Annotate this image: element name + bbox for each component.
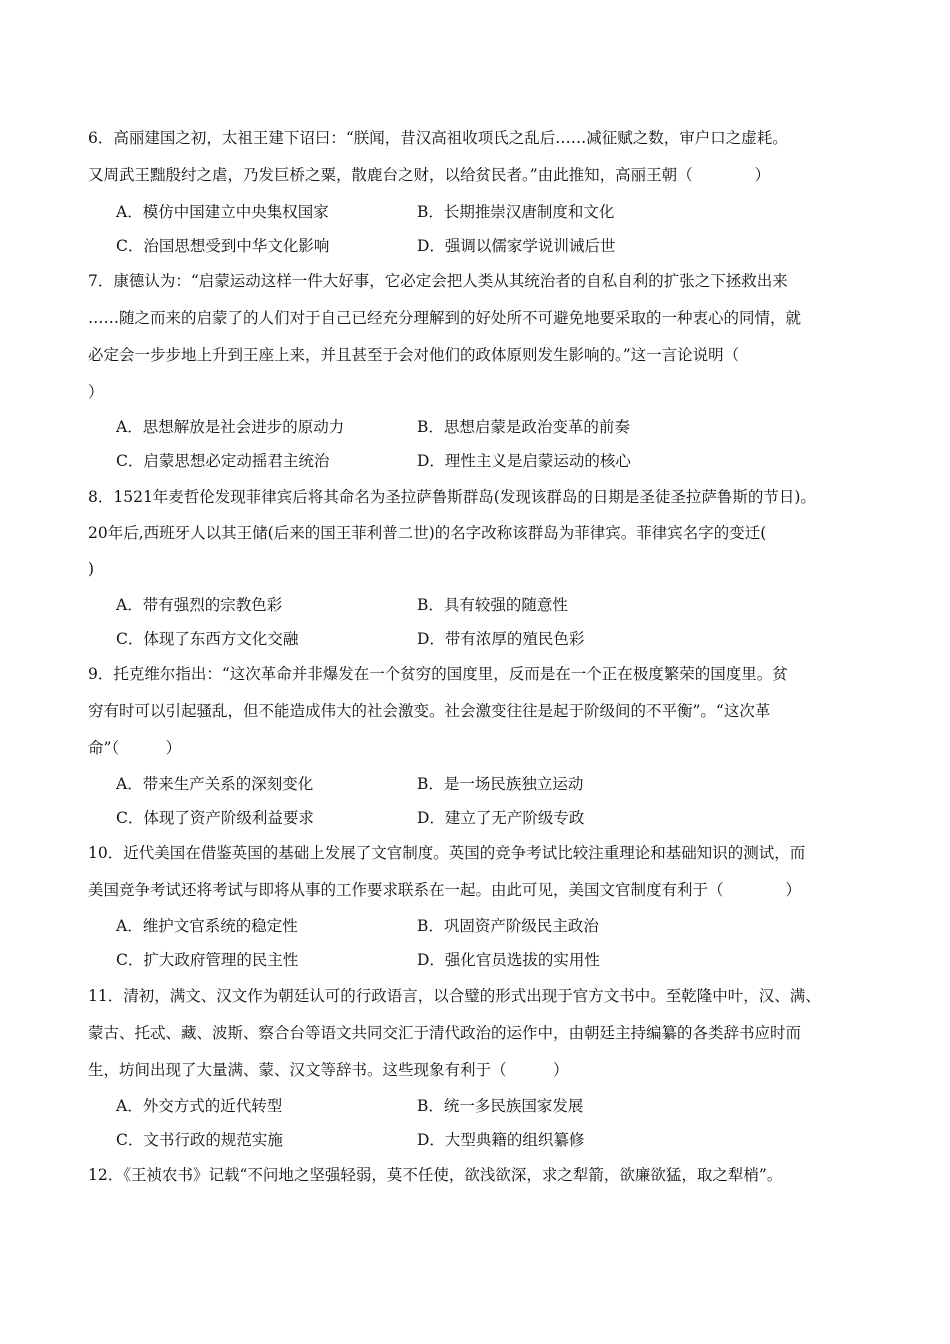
question-9-line-1: 9．托克维尔指出：“这次革命并非爆发在一个贫穷的国度里，反而是在一个正在极度繁荣的国度里。贫 bbox=[88, 665, 788, 683]
question-7-line-4: ） bbox=[88, 383, 104, 401]
question-8-option-d[interactable]: D．带有浓厚的殖民色彩 bbox=[417, 630, 585, 648]
question-6-line-1: 6．高丽建国之初，太祖王建下诏曰：“朕闻，昔汉高祖收项氏之乱后……减征赋之数，审户口之虚耗。 bbox=[88, 129, 788, 147]
question-8-line-3: ) bbox=[88, 560, 95, 578]
question-9-option-c[interactable]: C．体现了资产阶级利益要求 bbox=[116, 809, 314, 827]
question-10-option-a[interactable]: A．维护文官系统的稳定性 bbox=[116, 917, 298, 935]
question-10-line-2: 美国竞争考试还将考试与即将从事的工作要求联系在一起。由此可见，美国文官制度有利于（ ） bbox=[88, 881, 802, 899]
question-11-option-b[interactable]: B．统一多民族国家发展 bbox=[417, 1097, 584, 1115]
question-7-line-2: ……随之而来的启蒙了的人们对于自己已经充分理解到的好处所不可避免地要采取的一种衷心的同情，就 bbox=[88, 309, 802, 327]
question-7-line-1: 7．康德认为：“启蒙运动这样一件大好事，它必定会把人类从其统治者的自私自利的扩张之下拯救出来 bbox=[88, 272, 788, 290]
question-7-option-b[interactable]: B．思想启蒙是政治变革的前奏 bbox=[417, 418, 630, 436]
question-11-line-1: 11．清初，满文、汉文作为朝廷认可的行政语言，以合璧的形式出现于官方文书中。至乾隆中叶，汉、满、 bbox=[88, 987, 821, 1005]
question-6-option-c[interactable]: C．治国思想受到中华文化影响 bbox=[116, 237, 330, 255]
question-6-option-a[interactable]: A．模仿中国建立中央集权国家 bbox=[116, 203, 329, 221]
question-9-line-3: 命”（ ） bbox=[88, 739, 182, 757]
question-10-option-c[interactable]: C．扩大政府管理的民主性 bbox=[116, 951, 299, 969]
question-7-option-c[interactable]: C．启蒙思想必定动摇君主统治 bbox=[116, 452, 330, 470]
question-8-option-a[interactable]: A．带有强烈的宗教色彩 bbox=[116, 596, 283, 614]
question-9-option-d[interactable]: D．建立了无产阶级专政 bbox=[417, 809, 585, 827]
question-8-option-b[interactable]: B．具有较强的随意性 bbox=[417, 596, 568, 614]
question-7-option-a[interactable]: A．思想解放是社会进步的原动力 bbox=[116, 418, 345, 436]
question-10-option-b[interactable]: B．巩固资产阶级民主政治 bbox=[417, 917, 599, 935]
question-7-line-3: 必定会一步步地上升到王座上来，并且甚至于会对他们的政体原则发生影响的。”这一言论说明（ bbox=[88, 346, 740, 364]
question-9-option-a[interactable]: A．带来生产关系的深刻变化 bbox=[116, 775, 314, 793]
question-8-option-c[interactable]: C．体现了东西方文化交融 bbox=[116, 630, 299, 648]
question-9-line-2: 穷有时可以引起骚乱，但不能造成伟大的社会激变。社会激变往往是起于阶级间的不平衡”。“这次革 bbox=[88, 702, 771, 720]
question-6-option-d[interactable]: D．强调以儒家学说训诫后世 bbox=[417, 237, 616, 255]
question-11-option-d[interactable]: D．大型典籍的组织纂修 bbox=[417, 1131, 585, 1149]
question-10-line-1: 10．近代美国在借鉴英国的基础上发展了文官制度。英国的竞争考试比较注重理论和基础知识的测试，而 bbox=[88, 844, 806, 862]
question-8-line-1: 8．1521年麦哲伦发现菲律宾后将其命名为圣拉萨鲁斯群岛(发现该群岛的日期是圣徒圣拉萨鲁斯的节日)。 bbox=[88, 488, 816, 506]
question-8-line-2: 20年后,西班牙人以其王储(后来的国王菲利普二世)的名字改称该群岛为菲律宾。菲律宾名字的变迁( bbox=[88, 524, 767, 542]
question-12-line-1: 12．《王祯农书》记载“不问地之坚强轻弱，莫不任使，欲浅欲深，求之犁箭，欲廉欲猛，取之犁梢”。 bbox=[88, 1166, 783, 1184]
question-6-option-b[interactable]: B．长期推崇汉唐制度和文化 bbox=[417, 203, 615, 221]
question-9-option-b[interactable]: B．是一场民族独立运动 bbox=[417, 775, 584, 793]
question-11-option-c[interactable]: C．文书行政的规范实施 bbox=[116, 1131, 283, 1149]
question-11-line-3: 生，坊间出现了大量满、蒙、汉文等辞书。这些现象有利于（ ） bbox=[88, 1061, 569, 1079]
question-10-option-d[interactable]: D．强化官员选拔的实用性 bbox=[417, 951, 600, 969]
question-6-line-2: 又周武王黜殷纣之虐，乃发巨桥之粟，散鹿台之财，以给贫民者。”由此推知，高丽王朝（ ） bbox=[88, 166, 771, 184]
question-11-option-a[interactable]: A．外交方式的近代转型 bbox=[116, 1097, 283, 1115]
question-11-line-2: 蒙古、托忒、藏、波斯、察合台等语文共同交汇于清代政治的运作中，由朝廷主持编纂的各类辞书应时而 bbox=[88, 1024, 802, 1042]
question-7-option-d[interactable]: D．理性主义是启蒙运动的核心 bbox=[417, 452, 631, 470]
